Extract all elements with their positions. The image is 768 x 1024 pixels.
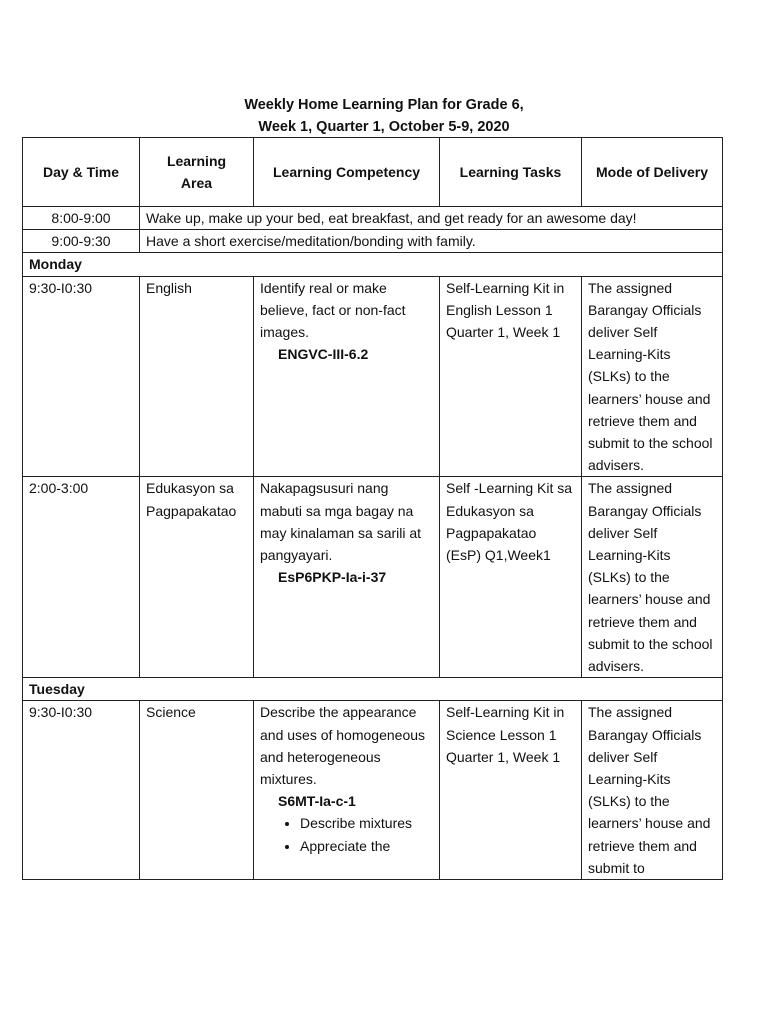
header-learning-tasks: Learning Tasks: [440, 138, 582, 207]
day-label: Monday: [23, 253, 723, 276]
competency-code: EsP6PKP-Ia-i-37: [278, 569, 387, 586]
row-learning-tasks: Self -Learning Kit sa Edukasyon sa Pagpapakatao (EsP) Q1,Week1: [440, 477, 582, 678]
row-competency: [254, 477, 440, 678]
learning-plan-table: [22, 137, 723, 880]
row-learning-tasks: Self-Learning Kit in English Lesson 1 Quarter 1, Week 1: [440, 276, 582, 477]
row-mode-of-delivery: The assigned Barangay Officials deliver Self Learning-Kits (SLKs) to the learners’ house and retrieve them and submit to: [582, 701, 723, 880]
table-row: [23, 701, 723, 880]
title-line-2: Week 1, Quarter 1, October 5-9, 2020: [258, 119, 510, 135]
header-row: [23, 138, 723, 207]
row-learning-tasks: Self-Learning Kit in Science Lesson 1 Quarter 1, Week 1: [440, 701, 582, 880]
row-mode-of-delivery: The assigned Barangay Officials deliver Self Learning-Kits (SLKs) to the learners’ house and retrieve them and submit to the school advisers.: [582, 276, 723, 477]
day-row-tuesday: [23, 678, 723, 701]
row-time: 2:00-3:00: [23, 477, 140, 678]
row-learning-area: Science: [140, 701, 254, 880]
row-time: 9:30-I0:30: [23, 276, 140, 477]
header-day-time: Day & Time: [23, 138, 140, 207]
competency-code: ENGVC-III-6.2: [278, 346, 369, 363]
row-competency: [254, 701, 440, 880]
bullet-item: • Describe mixtures: [300, 812, 433, 834]
routine-text: Have a short exercise/meditation/bonding with family.: [140, 230, 723, 253]
title-line-1: Weekly Home Learning Plan for Grade 6,: [244, 97, 524, 113]
routine-time: 9:00-9:30: [23, 230, 140, 253]
competency-code: S6MT-Ia-c-1: [278, 793, 356, 810]
row-learning-area: English: [140, 276, 254, 477]
competency-text: Nakapagsusuri nang mabuti sa mga bagay na may kinalaman sa sarili at pangyayari.: [260, 480, 422, 564]
bullet-item: • Appreciate the: [300, 835, 433, 857]
competency-text: Describe the appearance and uses of homogeneous and heterogeneous mixtures.: [260, 704, 426, 788]
header-mode-of-delivery: Mode of Delivery: [582, 138, 723, 207]
document-title: [0, 94, 768, 138]
table-row: [23, 276, 723, 477]
row-learning-area: Edukasyon sa Pagpapakatao: [140, 477, 254, 678]
competency-bullets: [260, 812, 433, 856]
header-learning-competency: Learning Competency: [254, 138, 440, 207]
header-learning-area: Learning Area: [140, 138, 254, 207]
routine-row: [23, 207, 723, 230]
table-row: [23, 477, 723, 678]
row-competency: [254, 276, 440, 477]
day-label: Tuesday: [23, 678, 723, 701]
row-mode-of-delivery: The assigned Barangay Officials deliver Self Learning-Kits (SLKs) to the learners’ house and retrieve them and submit to the school advisers.: [582, 477, 723, 678]
competency-text: Identify real or make believe, fact or non-fact images.: [260, 279, 406, 341]
row-time: 9:30-I0:30: [23, 701, 140, 880]
routine-text: Wake up, make up your bed, eat breakfast, and get ready for an awesome day!: [140, 207, 723, 230]
day-row-monday: [23, 253, 723, 276]
routine-time: 8:00-9:00: [23, 207, 140, 230]
routine-row: [23, 230, 723, 253]
